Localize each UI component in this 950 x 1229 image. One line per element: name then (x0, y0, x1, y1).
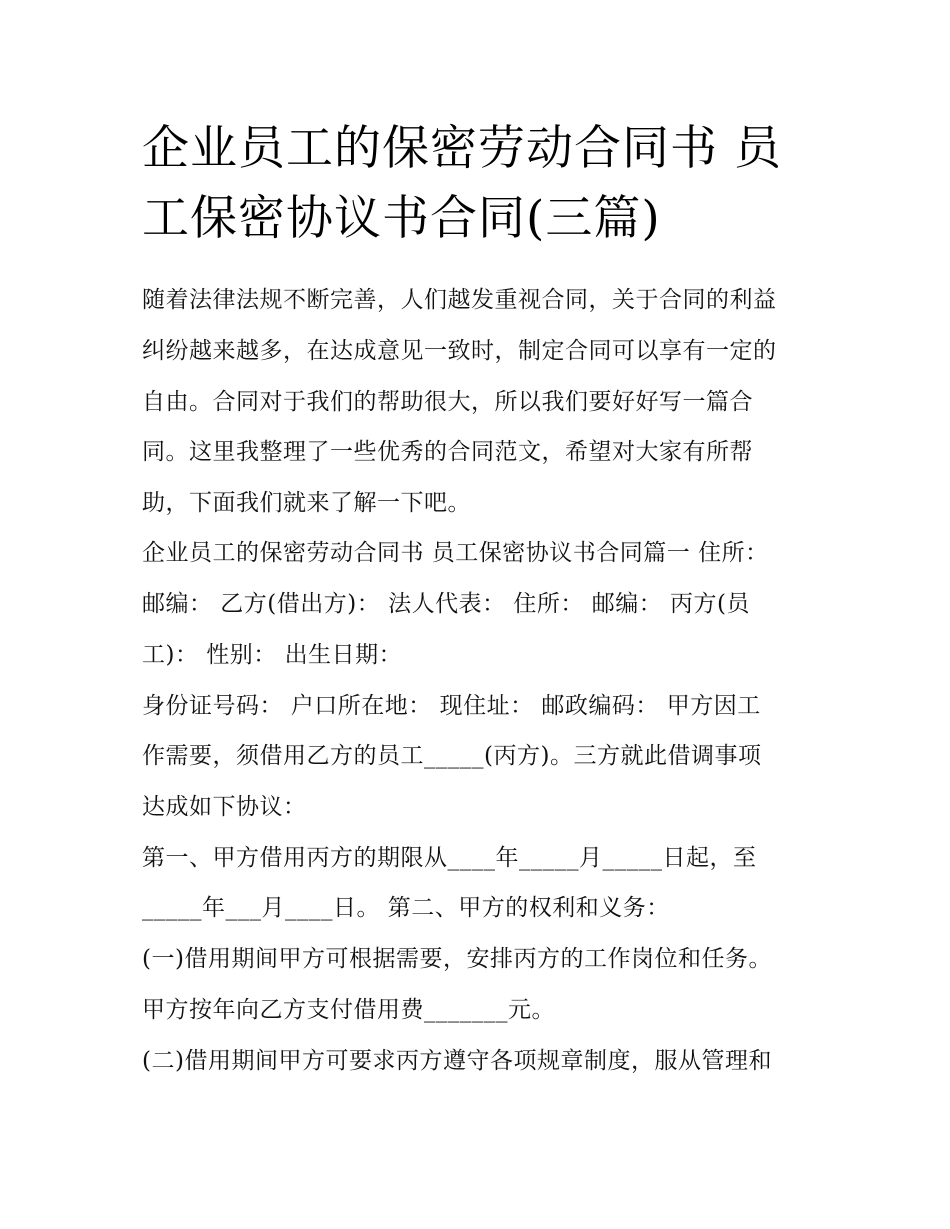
paragraph-line: 自由。合同对于我们的帮助很大，所以我们要好好写一篇合 (142, 389, 753, 415)
paragraph-line: 工)： 性别： 出生日期： (142, 642, 403, 668)
document-title (142, 114, 822, 254)
paragraph-line: 邮编： 乙方(借出方)： 法人代表： 住所： 邮编： 丙方(员 (142, 591, 750, 617)
paragraph-line: 随着法律法规不断完善，人们越发重视合同，关于合同的利益 (142, 287, 777, 313)
paragraph-line: 达成如下协议： (142, 794, 307, 820)
paragraph-line: 甲方按年向乙方支付借用费_______元。 (142, 997, 555, 1023)
paragraph-line: 纠纷越来越多，在达成意见一致时，制定合同可以享有一定的 (142, 338, 777, 364)
title-line: 企业员工的保密劳动合同书 员 (142, 121, 782, 176)
paragraph-line: 企业员工的保密劳动合同书 员工保密协议书合同篇一 住所： (142, 540, 769, 566)
title-line: 工保密协议书合同(三篇) (142, 191, 661, 246)
paragraph-line: 身份证号码： 户口所在地： 现住址： 邮政编码： 甲方因工 (142, 693, 761, 719)
paragraph-line: 作需要，须借用乙方的员工_____(丙方)。三方就此借调事项 (142, 743, 762, 769)
paragraph-line: (一)借用期间甲方可根据需要，安排丙方的工作岗位和任务。 (142, 946, 772, 972)
paragraph-line: _____年___月____日。 第二、甲方的权利和义务： (142, 895, 670, 921)
paragraph-line: (二)借用期间甲方可要求丙方遵守各项规章制度，服从管理和 (142, 1048, 772, 1074)
paragraph-line: 第一、甲方借用丙方的期限从____年_____月_____日起，至 (142, 845, 757, 871)
paragraph-line: 助，下面我们就来了解一下吧。 (142, 490, 471, 516)
paragraph-line: 同。这里我整理了一些优秀的合同范文，希望对大家有所帮 (142, 439, 753, 465)
